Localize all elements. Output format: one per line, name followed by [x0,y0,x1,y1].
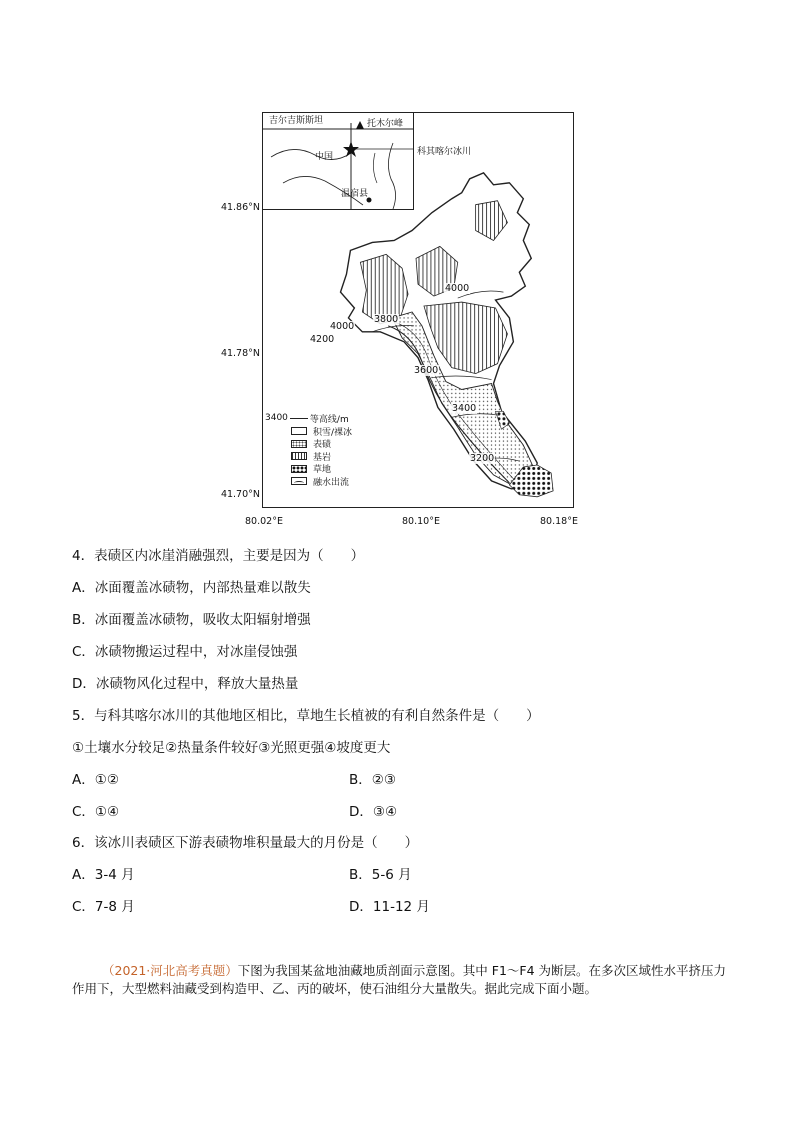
legend-item-label: 融水出流 [313,477,350,488]
question-5-option-a: A．①② [72,772,119,788]
legend-item-label: 表碛 [313,440,332,451]
passage-text: 下图为我国某盆地油藏地质剖面示意图。其中 F1～F4 为断层。在多次区域性水平挤压力作用下，大型燃料油藏受到构造甲、乙、丙的破坏，使石油组分大量散失。据此完成下面小题。 [72,963,727,996]
bedrock-swatch [291,452,307,460]
legend-item-snow [291,425,352,438]
meltwater-swatch [291,477,307,485]
contour-label: 3800 [374,314,399,325]
question-5-option-c: C．①④ [72,804,120,820]
map-legend [265,411,352,488]
inset-peak-label: 托木尔峰 [367,119,404,129]
lon-tick-label: 80.18°E [540,516,578,527]
contour-label: 4000 [330,321,355,332]
debris-swatch [291,440,307,448]
glacier-name-label: 科其喀尔冰川 [417,147,472,157]
passage-source: （2021·河北高考真题） [102,963,238,978]
legend-contour-label: 等高线/m [309,414,349,425]
lat-tick-label: 41.78°N [220,348,260,359]
question-5-statements: ①土壤水分较足②热量条件较好③光照更强④坡度更大 [72,740,391,756]
lat-tick-label: 41.86°N [220,202,260,213]
legend-item-label: 基岩 [313,452,332,463]
question-5-stem: 5．与科其喀尔冰川的其他地区相比，草地生长植被的有利自然条件是（ ） [72,708,540,724]
lon-tick-label: 80.02°E [245,516,283,527]
contour-label: 3200 [470,453,495,464]
legend-item-meltwater [291,475,352,488]
question-4-stem: 4．表碛区内冰崖消融强烈，主要是因为（ ） [72,548,365,564]
legend-contour-value: 3400 [265,413,288,423]
glacier-map-figure [200,104,590,534]
contour-label: 3400 [452,403,477,414]
question-4-option-d: D．冰碛物风化过程中，释放大量热量 [72,676,299,692]
inset-county-label: 温宿县 [341,189,369,199]
question-5-option-d: D．③④ [349,804,398,820]
grass-swatch [291,465,307,473]
legend-item-bedrock [291,450,352,463]
lon-tick-label: 80.10°E [402,516,440,527]
inset-country-label: 吉尔吉斯斯坦 [269,116,324,126]
legend-item-label: 草地 [313,465,332,476]
map-frame [262,112,574,508]
legend-item-label: 积雪/裸冰 [313,427,353,438]
legend-contour-line [290,418,308,419]
inset-china-label: 中国 [315,152,334,162]
question-5-option-b: B．②③ [349,772,396,788]
question-6-option-d: D．11-12 月 [349,899,430,915]
contour-label: 3600 [414,365,439,376]
contour-label: 4200 [310,334,335,345]
passage-intro [72,962,732,998]
contour-label: 4000 [445,283,470,294]
question-6-option-a: A．3-4 月 [72,867,135,883]
snow-swatch [291,427,307,435]
question-6-stem: 6．该冰川表碛区下游表碛物堆积量最大的月份是（ ） [72,835,419,851]
lat-tick-label: 41.70°N [220,489,260,500]
inset-locator-map [263,113,414,210]
passage-paragraph [72,962,732,998]
question-4-option-a: A．冰面覆盖冰碛物，内部热量难以散失 [72,580,311,596]
legend-item-grass [291,463,352,476]
question-4-option-c: C．冰碛物搬运过程中，对冰崖侵蚀强 [72,644,298,660]
question-6-option-b: B．5-6 月 [349,867,412,883]
legend-item-debris [291,438,352,451]
legend-contour-key [265,411,352,425]
question-4-option-b: B．冰面覆盖冰碛物，吸收太阳辐射增强 [72,612,311,628]
question-6-option-c: C．7-8 月 [72,899,135,915]
